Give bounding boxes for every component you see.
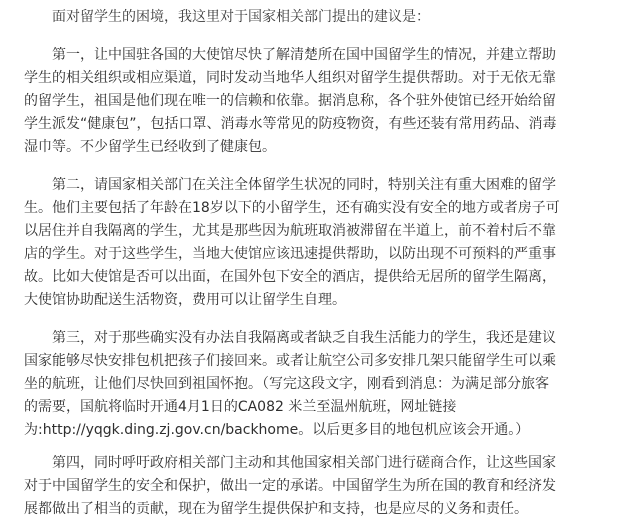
paragraph-1-line-4: 学生派发“健康包”，包括口罩、消毒水等常见的防疫物资，有些还装有常用药品、消毒: [24, 116, 557, 132]
paragraph-1-line-3: 的留学生，祖国是他们现在唯一的信赖和依靠。据消息称，各个驻外使馆已经开始给留: [24, 93, 556, 109]
paragraph-3-line-4: 的需要，国航将临时开通4月1日的CA082 米兰至温州航班，网址链接: [24, 399, 457, 415]
paragraph-1-line-2: 学生的相关组织或相应渠道，同时发动当地华人组织对留学生提供帮助。对于无依无靠: [24, 70, 556, 86]
paragraph-2-line-1: 第二，请国家相关部门在关注全体留学生状况的同时，特别关注有重大困难的留学: [52, 177, 556, 193]
paragraph-4-line-2: 对于中国留学生的安全和保护，做出一定的承诺。中国留学生为所在国的教育和经济发: [24, 478, 556, 494]
paragraph-1-line-1: 第一，让中国驻各国的大使馆尽快了解清楚所在国中国留学生的情况，并建立帮助: [52, 47, 556, 63]
paragraph-3-line-2: 国家能够尽快安排包机把孩子们接回来。或者让航空公司多安排几架只能留学生可以乘: [24, 353, 556, 369]
paragraph-3-line-5: 为:http://yqgk.ding.zj.gov.cn/backhome。以后更多目的地包机应该会开通。）: [24, 422, 530, 438]
paragraph-2-line-5: 故。比如大使馆是否可以出面，在国外包下安全的酒店，提供给无居所的留学生隔离，: [24, 269, 556, 285]
paragraph-2-line-3: 以居住并自我隔离的学生，尤其是那些因为航班取消被滞留在半道上，前不着村后不靠: [24, 223, 556, 239]
paragraph-4-line-3: 展都做出了相当的贡献，现在为留学生提供保护和支持，也是应尽的义务和责任。: [24, 501, 528, 517]
paragraph-2-line-6: 大使馆协助配送生活物资，费用可以让留学生自理。: [24, 292, 346, 308]
paragraph-2-line-4: 店的学生。对于这些学生，当地大使馆应该迅速提供帮助，以防出现不可预料的严重事: [24, 246, 556, 262]
paragraph-4-line-1: 第四，同时呼吁政府相关部门主动和其他国家相关部门进行磋商合作，让这些国家: [52, 455, 556, 471]
intro-line: 面对留学生的困境，我这里对于国家相关部门提出的建议是：: [52, 9, 430, 25]
paragraph-3-line-3: 坐的航班，让他们尽快回到祖国怀抱。（写完这段文字，刚看到消息：为满足部分旅客: [24, 376, 549, 392]
paragraph-1-line-5: 湿巾等。不少留学生已经收到了健康包。: [24, 139, 276, 155]
paragraph-2-line-2: 生。他们主要包括了年龄在18岁以下的小留学生，还有确实没有安全的地方或者房子可: [24, 200, 560, 216]
paragraph-3-line-1: 第三，对于那些确实没有办法自我隔离或者缺乏自我生活能力的学生，我还是建议: [52, 330, 556, 346]
